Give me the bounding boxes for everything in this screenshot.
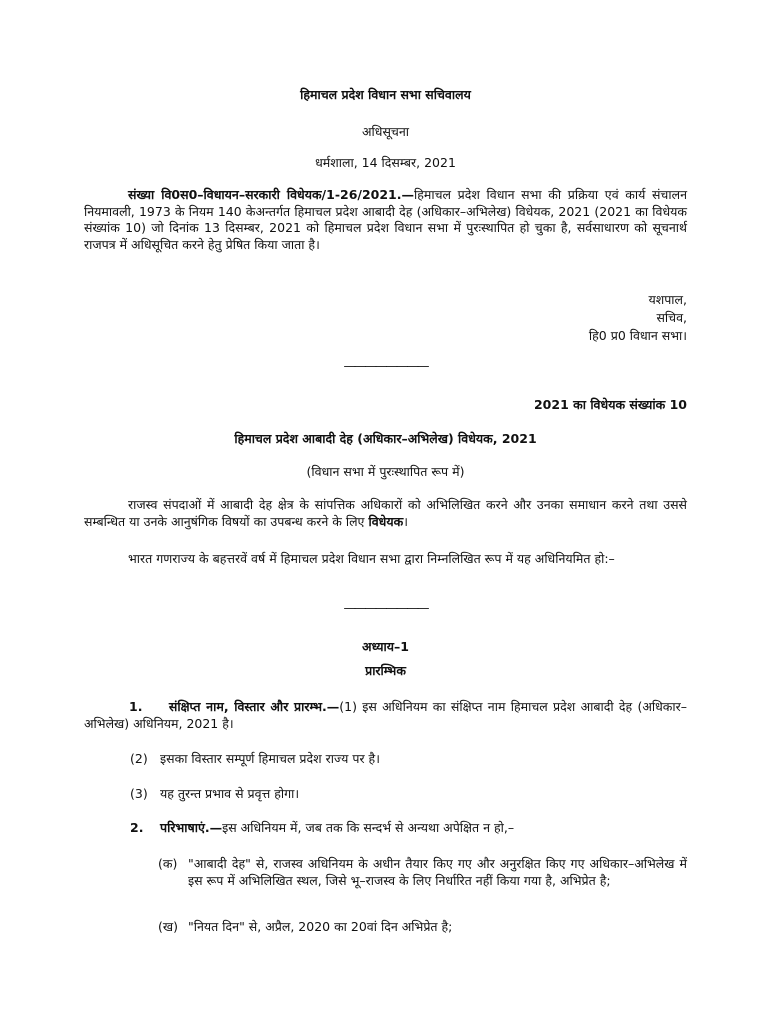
definition-b-label: (ख) (158, 919, 178, 934)
section-1-3-text: यह तुरन्त प्रभाव से प्रवृत्त होगा। (160, 786, 300, 801)
purpose-text: राजस्व संपदाओं में आबादी देह क्षेत्र के सांपत्तिक अधिकारों को अभिलिखित करने और उनका समाधान करने तथा उससे सम्बन्धित या उनके आनुषंगिक विषयों का उपबन्ध करने के लिए (84, 497, 687, 529)
separator-line-1: ———————— (343, 358, 428, 373)
notification-heading: अधिसूचना (361, 124, 410, 139)
purpose-bold: विधेयक (368, 513, 404, 529)
bill-title: हिमाचल प्रदेश आबादी देह (अधिकार–अभिलेख) विधेयक, 2021 (234, 431, 537, 446)
section-1-dash: — (326, 699, 340, 714)
section-1-number: 1. (129, 699, 143, 714)
notification-paragraph (84, 187, 687, 253)
section-1-heading: संक्षिप्त नाम, विस्तार और प्रारम्भ. (168, 699, 327, 714)
chapter-label: अध्याय–1 (362, 639, 409, 654)
enactment-clause: भारत गणराज्य के बहत्तरवें वर्ष में हिमाचल प्रदेश विधान सभा द्वारा निम्नलिखित रूप में यह अधिनियमित हो:– (128, 551, 615, 566)
bill-status: (विधान सभा में पुरःस्थापित रूप में) (306, 464, 465, 479)
purpose-end: । (403, 513, 408, 529)
section-1-2-number: (2) (130, 751, 148, 766)
signatory-office: हि0 प्र0 विधान सभा। (588, 328, 687, 343)
section-1-3-number: (3) (130, 786, 148, 801)
secretariat-title: हिमाचल प्रदेश विधान सभा सचिवालय (300, 87, 471, 102)
notification-body: हिमाचल प्रदेश विधान सभा की प्रक्रिया एवं कार्य संचालन नियमावली, 1973 के नियम 140 केअन्तर्गत हिमाचल प्रदेश आबादी देह (अधिकार–अभिलेख) विधेयक, 2021 (2021 का विधेयक संख्यांक 10) जो दिनांक 13 दिसम्बर, 2021 को हिमाचल प्रदेश विधान सभा में पुरःस्थापित हो चुका है, सर्वसाधारण को सूचनार्थ राजपत्र में अधिसूचित करने हेतु प्रेषित किया जाता है। (84, 187, 688, 252)
section-1-2-text: इसका विस्तार सम्पूर्ण हिमाचल प्रदेश राज्य पर है। (160, 751, 380, 766)
bill-purpose (84, 497, 687, 530)
section-2 (160, 820, 687, 837)
section-2-text: इस अधिनियम में, जब तक कि सन्दर्भ से अन्यथा अपेक्षित न हो,– (222, 820, 515, 835)
chapter-name: प्रारम्भिक (365, 663, 406, 678)
signatory-name: यशपाल, (648, 292, 687, 307)
section-2-dash: — (209, 820, 223, 835)
definition-a-label: (क) (158, 856, 178, 871)
section-1 (84, 699, 687, 732)
bill-number: 2021 का विधेयक संख्यांक 10 (533, 397, 687, 412)
place-date: धर्मशाला, 14 दिसम्बर, 2021 (315, 155, 456, 170)
separator-line-2: ———————— (343, 600, 428, 615)
notification-dash: — (401, 187, 415, 202)
definition-b-text: "नियत दिन" से, अप्रैल, 2020 का 20वां दिन अभिप्रेत है; (188, 919, 453, 934)
section-2-number: 2. (130, 820, 144, 835)
definition-a-text: "आबादी देह" से, राजस्व अधिनियम के अधीन तैयार किए गए और अनुरक्षित किए गए अधिकार–अभिलेख में इस रूप में अभिलिखित स्थल, जिसे भू–राजस्व के लिए निर्धारित नहीं किया गया है, अभिप्रेत है; (188, 856, 687, 888)
notification-reference: संख्या वि0स0–विधायन–सरकारी विधेयक/1-26/2021. (128, 187, 402, 202)
signatory-designation: सचिव, (656, 310, 687, 325)
section-2-heading: परिभाषाएं. (160, 820, 210, 835)
section-1-text: (1) इस अधिनियम का संक्षिप्त नाम हिमाचल प्रदेश आबादी देह (अधिकार–अभिलेख) अधिनियम, 2021 है। (84, 699, 687, 731)
